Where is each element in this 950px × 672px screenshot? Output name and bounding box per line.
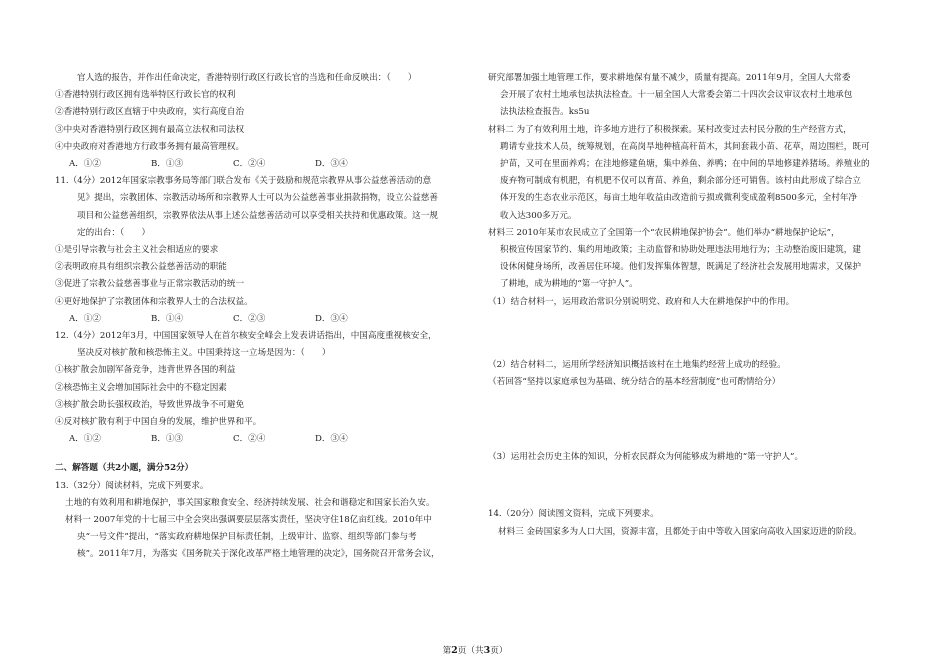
- q14-material3: 材料三 金砖国家多为人口大国，资源丰富，且都处于由中等收入国家向高收入国家迈进的阶段。: [498, 526, 862, 537]
- footer-suffix: 页）: [490, 646, 508, 656]
- q12-choices: [55, 431, 465, 448]
- q12-option-3: ③核扩散会助长强权政治，导致世界战争不可避免: [55, 399, 245, 410]
- q11-stem-line-1: 11.（4分）2012年国家宗教事务局等部门联合发布《关于鼓励和规范宗教界从事公益慈善活动的意: [55, 176, 432, 187]
- q12-option-1: ①核扩散会加剧军备竞争，违背世界各国的利益: [55, 365, 236, 376]
- material2-line-6: 收入达300多万元。: [500, 210, 577, 221]
- q12-option-2: ②核恐怖主义会增加国际社会中的不稳定因素: [55, 382, 227, 393]
- q13-heading: 13.（32分）阅读材料，完成下列要求。: [55, 480, 209, 491]
- q10-option-3: ③中央对香港特别行政区拥有最高立法权和司法权: [55, 124, 245, 135]
- q10-option-1: ①香港特别行政区拥有选举特区行政长官的权利: [55, 90, 236, 101]
- page-footer: [0, 644, 950, 656]
- material3-line-4: 了耕地，成为耕地的“第一守护人”。: [500, 279, 638, 290]
- footer-middle: 页（共: [457, 646, 484, 656]
- footer-prefix: 第: [442, 646, 452, 656]
- choice-d: D．③④: [315, 159, 348, 170]
- material1-cont-line-2: 会开展了农村土地承包法执法检查。十一届全国人大常委会第二十四次会议审议农村土地承包: [500, 90, 853, 101]
- right-column: [488, 70, 898, 541]
- material3-line-1: 材料三 2010年某市农民成立了全国第一个“农民耕地保护协会”。他们举办“耕地保护论坛”，: [488, 227, 840, 238]
- q13-material1-line-1: 材料一 2007年党的十七届三中全会突出强调要层层落实责任，坚决守住18亿亩红线。2010年中: [65, 515, 432, 526]
- choice-a: A．①②: [69, 159, 101, 170]
- choice-a: A．①②: [69, 434, 101, 445]
- total-page-number: 3: [483, 645, 491, 656]
- q11-stem-line-3: 项目和公益慈善组织，宗教界依法从事上述公益慈善活动可以享受相关扶持和优惠政策。这一规: [77, 210, 438, 221]
- q12-stem-line-2: 坚决反对核扩散和核恐怖主义。中国秉持这一立场是因为：（ ）: [77, 348, 331, 359]
- choice-b: B．①③: [151, 159, 184, 170]
- choice-c: C．②④: [233, 434, 266, 445]
- left-column: [55, 70, 465, 564]
- material3-line-3: 设休闲健身场所，改善居住环境。他们发挥集体智慧，既满足了经济社会发展用地需求，又保护: [500, 262, 861, 273]
- material1-cont-line-1: 研究部署加强土地管理工作，要求耕地保有量不减少，质量有提高。2011年9月，全国人大常委: [488, 73, 851, 83]
- material2-line-3: 护苗，又可在里面养鸡；在洼地修建鱼塘，集中养鱼、养鸭；在中间的旱地修建养猪场。养殖业的: [500, 159, 870, 170]
- q11-choices: [55, 311, 465, 328]
- q11-stem-line-2: 见》提出，宗教团体、宗教活动场所和宗教界人士可以为公益慈善事业捐款捐物，设立公益慈善: [77, 193, 438, 204]
- section-heading: 二、解答题（共2小题，满分52分）: [55, 463, 194, 474]
- choice-c: C．②③: [233, 313, 266, 324]
- material2-line-5: 体开发的生态农业示范区，每亩土地年收益由改造前亏损或微利变成盈利8500多元，全村年净: [500, 193, 858, 204]
- material3-line-2: 积极宣传国家节约、集约用地政策；主动监督和协助处理违法用地行为；主动整治废旧建筑，建: [500, 245, 861, 256]
- material2-line-1: 材料二 为了有效利用土地，许多地方进行了积极探索。某村改变过去村民分散的生产经营方式，: [488, 124, 852, 135]
- q10-choices: [55, 156, 465, 173]
- q12-stem-line-1: 12.（4分）2012年3月，中国国家领导人在首尔核安全峰会上发表讲话指出，中国高度重视核安全，: [55, 331, 437, 342]
- material1-cont-line-3: 法执法检查报告。ks5u: [500, 107, 590, 118]
- choice-d: D．③④: [315, 434, 348, 445]
- material2-line-2: 聘请专业技术人员，统筹规划，在高岗旱地种植高秆苗木，其间套栽小苗、花草，周边围栏，既可: [500, 141, 870, 152]
- q10-continuation: 官人选的报告，并作出任命决定，香港特别行政区行政长官的当选和任命反映出：（ ）: [77, 73, 417, 83]
- q11-option-3: ③促进了宗教公益慈善事业与正常宗教活动的统一: [55, 279, 245, 290]
- current-page-number: 2: [451, 645, 458, 656]
- choice-d: D．③④: [315, 313, 348, 324]
- sub-question-1: （1）结合材料一，运用政治常识分别说明党、政府和人大在耕地保护中的作用。: [488, 296, 795, 307]
- q13-material1-line-3: 核”。2011年7月，为落实《国务院关于深化改革严格土地管理的决定》，国务院召开常务会议，: [77, 549, 440, 560]
- q13-intro: 土地的有效利用和耕地保护，事关国家粮食安全、经济持续发展、社会和谐稳定和国家长治久安。: [65, 497, 435, 508]
- choice-a: A．①②: [69, 313, 101, 324]
- q10-option-4: ④中央政府对香港地方行政事务拥有最高管理权。: [55, 141, 245, 152]
- q11-option-1: ①是引导宗教与社会主义社会相适应的要求: [55, 245, 219, 256]
- choice-c: C．②④: [233, 159, 266, 170]
- q13-material1-line-2: 央“一号文件”提出，“落实政府耕地保护目标责任制，上级审计、监察、组织等部门参与考: [77, 532, 417, 543]
- material2-line-4: 废弃物可制成有机肥，有机肥不仅可以育苗、养鱼，剩余部分还可销售。该村由此形成了综合立: [500, 176, 861, 187]
- q12-option-4: ④反对核扩散有利于中国自身的发展，维护世界和平。: [55, 417, 262, 428]
- choice-b: B．①④: [151, 313, 184, 324]
- q10-option-2: ②香港特别行政区直辖于中央政府，实行高度自治: [55, 107, 245, 118]
- q11-option-2: ②表明政府具有组织宗教公益慈善活动的职能: [55, 262, 227, 273]
- q14-heading: 14.（20分）阅读图文资料，完成下列要求。: [488, 509, 659, 520]
- sub-question-2: （2）结合材料二，运用所学经济知识概括该村在土地集约经营上成功的经验。: [488, 359, 786, 370]
- sub-question-2-note: （若回答“坚持以家庭承包为基础、统分结合的基本经营制度”也可酌情给分）: [488, 377, 781, 388]
- choice-b: B．①③: [151, 434, 184, 445]
- sub-question-3: （3）运用社会历史主体的知识，分析农民群众为何能够成为耕地的“第一守护人”。: [488, 452, 804, 463]
- q11-option-4: ④更好地保护了宗教团体和宗教界人士的合法权益。: [55, 296, 253, 307]
- q11-stem-line-4: 定的出台：（ ）: [77, 227, 151, 238]
